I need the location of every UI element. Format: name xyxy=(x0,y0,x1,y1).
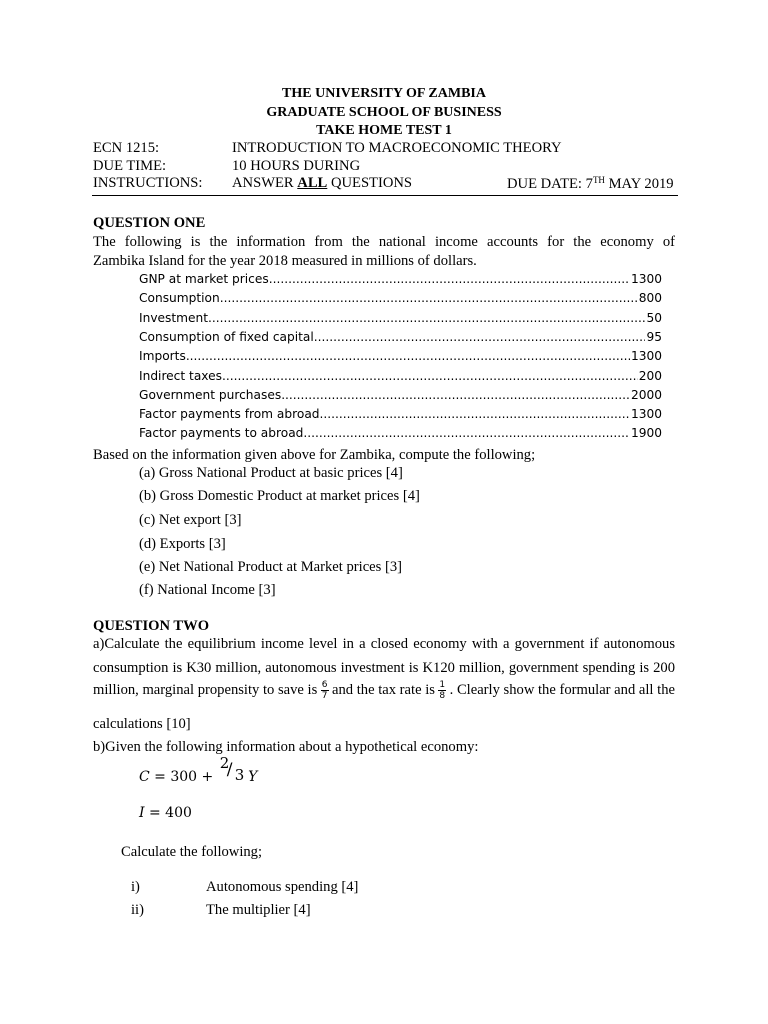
university-title: THE UNIVERSITY OF ZAMBIA xyxy=(282,86,486,101)
eq2-rhs: = 400 xyxy=(144,805,192,821)
q2-a-line3-pre: million, marginal propensity to save is xyxy=(93,682,318,698)
leader-dots xyxy=(303,426,630,440)
account-label: Investment xyxy=(139,311,209,325)
leader-dots xyxy=(320,407,630,421)
account-label: GNP at market prices xyxy=(139,272,269,286)
instructions-pre: ANSWER xyxy=(232,175,298,191)
due-time-label: DUE TIME: xyxy=(93,158,167,174)
account-row xyxy=(139,311,662,325)
course-label: ECN 1215: xyxy=(93,140,160,156)
q2-a-line3-mid: and the tax rate is xyxy=(332,682,435,698)
tax-denominator: 8 xyxy=(439,691,446,701)
instructions-post: QUESTIONS xyxy=(327,175,413,191)
leader-dots xyxy=(314,330,646,344)
q1-part: (e) Net National Product at Market prices [3] xyxy=(139,559,402,575)
calc-item-number: i) xyxy=(131,879,140,895)
account-row xyxy=(139,349,662,363)
due-time-value: 10 HOURS DURING xyxy=(232,158,361,174)
account-value: 1900 xyxy=(630,426,662,440)
leader-dots xyxy=(220,291,638,305)
instructions-label: INSTRUCTIONS: xyxy=(93,175,203,191)
leader-dots xyxy=(269,272,630,286)
leader-dots xyxy=(186,349,630,363)
due-date xyxy=(507,175,674,193)
leader-dots xyxy=(281,388,630,402)
q2-a-line2: consumption is K30 million, autonomous investment is K120 million, government spending is 200 xyxy=(93,660,675,676)
account-label: Factor payments from abroad xyxy=(139,407,320,421)
q2-a-line4: calculations [10] xyxy=(93,716,191,732)
tax-numerator: 1 xyxy=(439,680,446,690)
q2-calc-intro: Calculate the following; xyxy=(121,844,263,860)
account-value: 1300 xyxy=(630,272,662,286)
consumption-equation xyxy=(139,754,258,785)
investment-equation xyxy=(139,805,192,821)
test-title: TAKE HOME TEST 1 xyxy=(316,123,452,138)
account-value: 800 xyxy=(638,291,662,305)
eq1-denominator: 3 xyxy=(234,766,245,784)
school-title: GRADUATE SCHOOL OF BUSINESS xyxy=(266,105,502,120)
account-label: Imports xyxy=(139,349,186,363)
eq1-fraction: 2 / 3 xyxy=(219,754,245,784)
q1-part: (b) Gross Domestic Product at market prices [4] xyxy=(139,488,420,504)
account-row xyxy=(139,388,662,402)
q1-intro-line2: Zambika Island for the year 2018 measured in millions of dollars. xyxy=(93,253,477,269)
q1-part: (f) National Income [3] xyxy=(139,582,276,598)
header-rule xyxy=(92,195,678,196)
account-row xyxy=(139,426,662,440)
q2-heading: QUESTION TWO xyxy=(93,618,210,634)
calc-item-text: Autonomous spending [4] xyxy=(206,879,359,895)
eq2-lhs: I xyxy=(139,805,145,821)
eq1-lhs: C xyxy=(139,769,150,785)
account-label: Consumption xyxy=(139,291,220,305)
account-label: Government purchases xyxy=(139,388,282,402)
due-date-post: MAY 2019 xyxy=(604,176,674,192)
account-label: Factor payments to abroad xyxy=(139,426,304,440)
calc-item-number: ii) xyxy=(131,902,144,918)
q1-part: (a) Gross National Product at basic prices [4] xyxy=(139,465,403,481)
q2-a-line3 xyxy=(93,680,675,701)
q2-a-line3-post: . Clearly show the formular and all the xyxy=(449,682,675,698)
calc-item-text: The multiplier [4] xyxy=(206,902,311,918)
account-value: 50 xyxy=(646,311,662,325)
mps-denominator: 7 xyxy=(321,691,328,701)
account-value: 2000 xyxy=(630,388,662,402)
q1-part: (d) Exports [3] xyxy=(139,536,226,552)
account-row xyxy=(139,291,662,305)
q1-compute-intro: Based on the information given above for Zambika, compute the following; xyxy=(93,447,536,463)
account-row xyxy=(139,407,662,421)
account-value: 95 xyxy=(646,330,662,344)
account-label: Consumption of fixed capital xyxy=(139,330,314,344)
eq1-mid: = 300 + xyxy=(149,769,218,785)
account-row xyxy=(139,369,662,383)
account-label: Indirect taxes xyxy=(139,369,222,383)
q1-heading: QUESTION ONE xyxy=(93,215,206,231)
course-value: INTRODUCTION TO MACROECONOMIC THEORY xyxy=(232,140,562,156)
q1-intro-line1: The following is the information from the national income accounts for the economy of xyxy=(93,234,675,250)
account-row xyxy=(139,330,662,344)
eq1-numerator: 2 xyxy=(219,754,230,772)
q2-b-intro: b)Given the following information about a hypothetical economy: xyxy=(93,739,479,755)
leader-dots xyxy=(208,311,645,325)
account-value: 200 xyxy=(638,369,662,383)
mps-numerator: 6 xyxy=(321,680,328,690)
q1-part: (c) Net export [3] xyxy=(139,512,242,528)
instructions-emphasis: ALL xyxy=(297,175,328,191)
tax-fraction xyxy=(438,680,446,701)
q2-a-line1: a)Calculate the equilibrium income level in a closed economy with a government if autonomous xyxy=(93,636,675,652)
account-row xyxy=(139,272,662,286)
leader-dots xyxy=(222,369,638,383)
due-date-sup: TH xyxy=(592,175,605,185)
account-value: 1300 xyxy=(630,349,662,363)
due-date-pre: DUE DATE: 7 xyxy=(507,176,593,192)
instructions-value xyxy=(232,175,412,192)
mps-fraction xyxy=(321,680,329,701)
account-value: 1300 xyxy=(630,407,662,421)
eq1-variable: Y xyxy=(248,769,258,785)
